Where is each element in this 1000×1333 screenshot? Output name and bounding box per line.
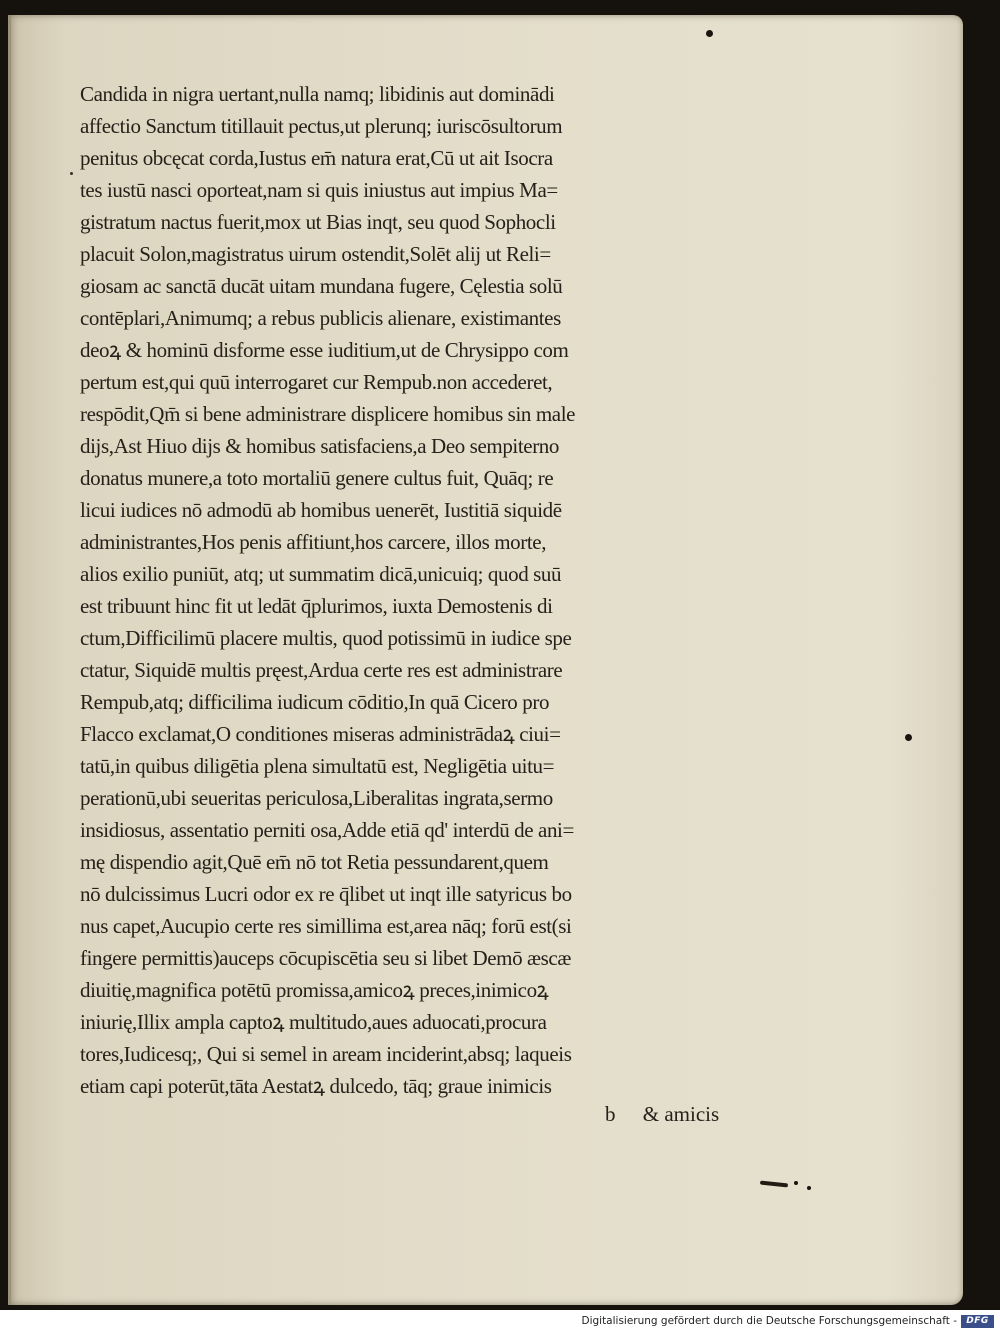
funding-credit: Digitalisierung gefördert durch die Deutsche Forschungsgemeinschaft - [581,1315,957,1327]
text-line: contēplari,Animumq; a rebus publicis alienare, existimantes [80,306,561,330]
dfg-logo: DFG [961,1315,994,1328]
body-text [80,78,780,1102]
text-line: gistratum nactus fuerit,mox ut Bias inqt, seu quod Sophocli [80,210,556,234]
text-line: est tribuunt hinc fit ut ledāt q̄plurimos, iuxta Demostenis di [80,594,553,618]
text-line: dijs,Ast Hiuo dijs & homibus satisfaciens,a Deo sempiterno [80,434,559,458]
text-line: perationū,ubi seueritas periculosa,Liberalitas ingrata,sermo [80,786,553,810]
text-line: Candida in nigra uertant,nulla namq; libidinis aut dominādi [80,82,555,106]
text-line: mę dispendio agit,Quē em̄ nō tot Retia pessundarent,quem [80,850,549,874]
text-line: alios exilio puniūt, atq; ut summatim dicā,unicuiq; quod suū [80,562,562,586]
text-line: tatū,in quibus diligētia plena simultatū est, Negligētia uitu= [80,754,555,778]
digitization-footer [0,1310,1000,1333]
text-line: ctatur, Siquidē multis pręest,Ardua certe res est administrare [80,658,563,682]
text-line: tes iustū nasci oporteat,nam si quis iniustus aut impius Ma= [80,178,558,202]
text-line: diuitię,magnifica potētū promissa,amicoꝝ preces,inimicoꝝ [80,978,549,1002]
text-line: etiam capi poterūt,tāta Aestatꝝ dulcedo, tāq; graue inimicis [80,1074,552,1098]
text-line: iniurię,Illix ampla captoꝝ multitudo,aues aduocati,procura [80,1010,547,1034]
text-line: pertum est,qui quū interrogaret cur Rempub.non accederet, [80,370,553,394]
ink-spot-margin [905,734,912,741]
text-line: administrantes,Hos penis affitiunt,hos carcere, illos morte, [80,530,547,554]
text-line: fingere permittis)auceps cōcupiscētia seu si libet Demō æscæ [80,946,571,970]
text-line: affectio Sanctum titillauit pectus,ut plerunq; iuriscōsultorum [80,114,563,138]
text-line: nō dulcissimus Lucri odor ex re q̄libet ut inqt ille satyricus bo [80,882,572,906]
text-line: tores,Iudicesq;, Qui si semel in aream inciderint,absq; laqueis [80,1042,572,1066]
text-line: donatus munere,a toto mortaliū genere cultus fuit, Quāq; re [80,466,554,490]
text-line: respōdit,Qm̄ si bene administrare displicere homibus sin male [80,402,576,426]
text-line: giosam ac sanctā ducāt uitam mundana fugere, Cęlestia solū [80,274,563,298]
page-footer-line [605,1098,719,1130]
ink-spot-top [706,30,713,37]
ink-dot-mark [794,1181,798,1185]
margin-mark [70,172,73,175]
text-line: Flacco exclamat,O conditiones miseras administrādaꝝ ciui= [80,722,561,746]
text-line: penitus obcęcat corda,Iustus em̄ natura erat,Cū ut ait Isocra [80,146,553,170]
text-line: nus capet,Aucupio certe res simillima est,area nāq; forū est(si [80,914,572,938]
text-line: deoꝝ & hominū disforme esse iuditium,ut de Chrysippo com [80,338,569,362]
text-line: ctum,Difficilimū placere multis, quod potissimū in iudice spe [80,626,572,650]
text-line: licui iudices nō admodū ab homibus uenerēt, Iustitiā siquidē [80,498,562,522]
page-gutter [8,15,11,1305]
signature-mark: b [605,1102,616,1126]
ink-dot-mark [807,1186,811,1190]
text-line: insidiosus, assentatio perniti osa,Adde etiā qd' interdū de ani= [80,818,574,842]
catchword: & amicis [642,1102,720,1126]
text-line: placuit Solon,magistratus uirum ostendit,Solēt alij ut Reli= [80,242,551,266]
text-line: Rempub,atq; difficilima iudicum cōditio,In quā Cicero pro [80,690,550,714]
